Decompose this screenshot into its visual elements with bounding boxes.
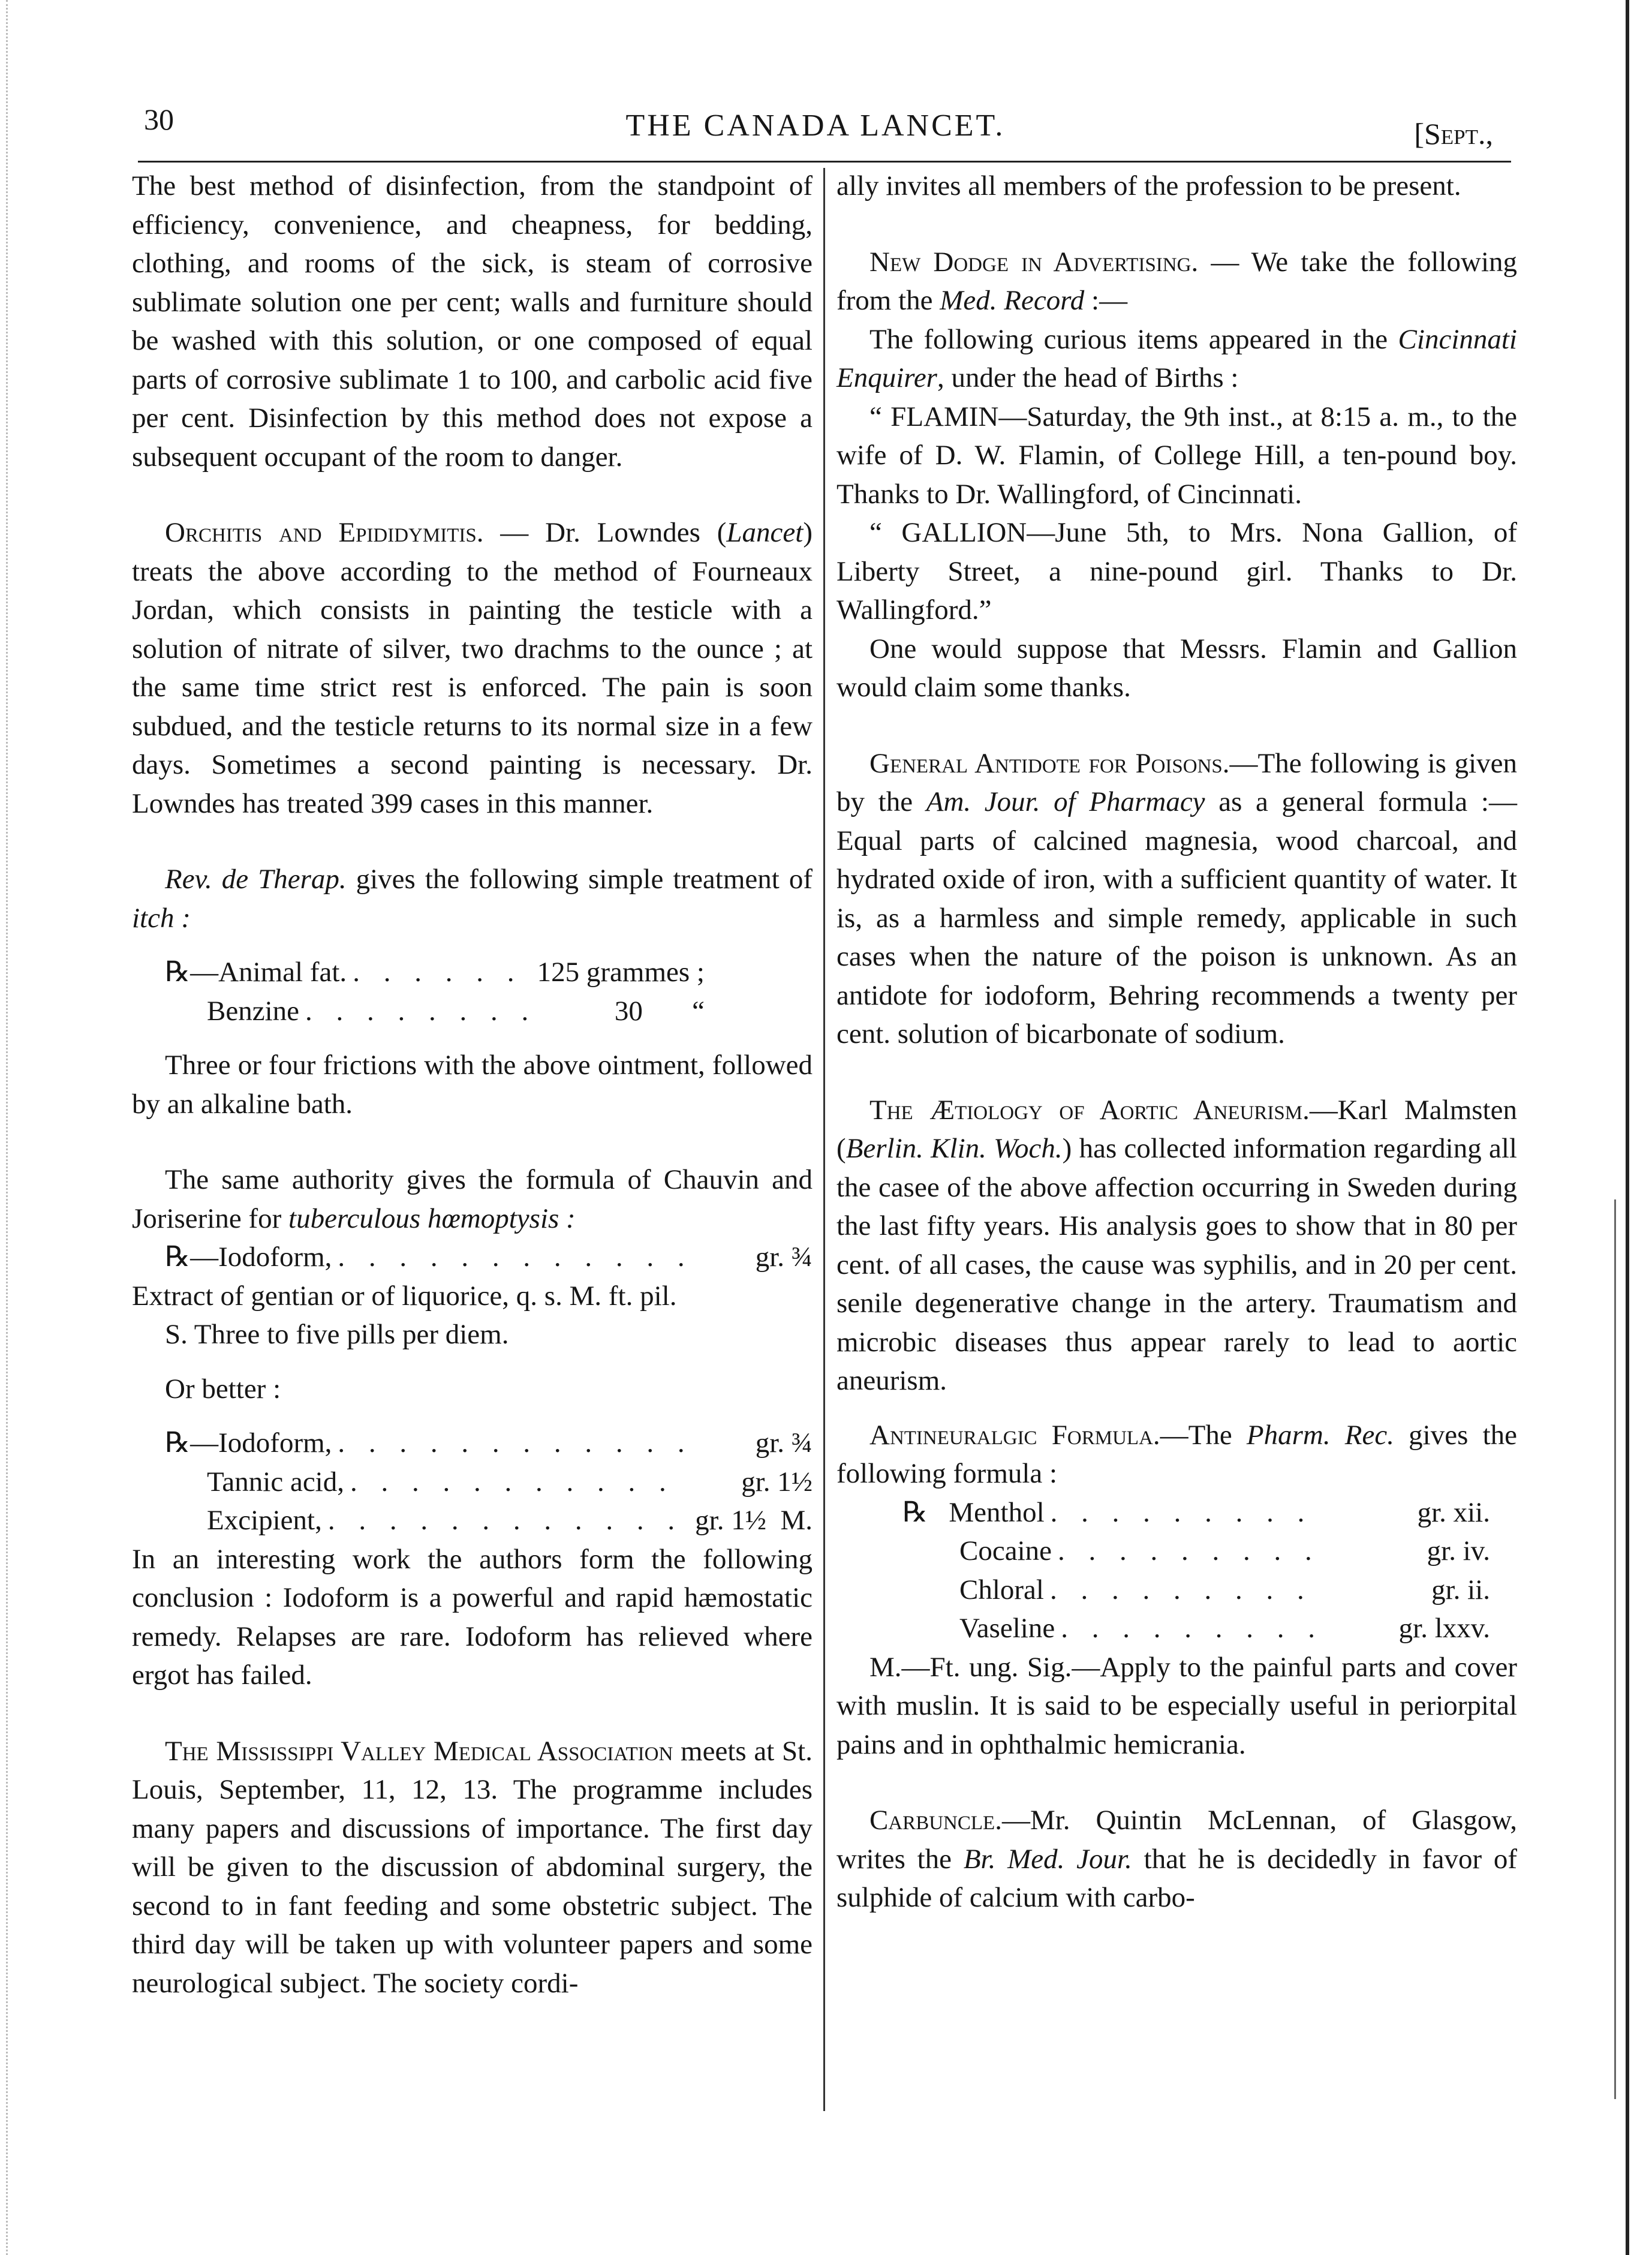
itch-word: itch : (132, 902, 191, 934)
rx-ingredient: Vaseline (959, 1613, 1055, 1644)
header-rule (138, 161, 1511, 163)
rx-leader: . . . . . . . . (305, 995, 537, 1027)
dodge-paragraph (836, 320, 1517, 398)
orchitis-heading: Orchitis and Epididymitis. (165, 517, 484, 548)
spacer (132, 1030, 813, 1046)
dodge-after: One would suppose that Messrs. Flamin and Gallion would claim some thanks. (836, 633, 1517, 703)
spacer (132, 1354, 813, 1370)
page-number: 30 (144, 103, 174, 136)
haemoptysis-conclusion: In an interesting work the authors form the following conclusion : Iodoform is a powerful and rapid hæmostatic remedy. Relapses are rare. Iodoform has relieved where ergot has failed. (132, 1543, 813, 1691)
mvma-continuation: ally invites all members of the profession to be present. (836, 170, 1461, 202)
dodge-p1-text: The following curious items appeared in the (869, 323, 1398, 355)
issue-date: [Sept., (1414, 117, 1493, 151)
antidote-article (836, 744, 1517, 1054)
carbuncle-body: that he is decidedly in favor of sulphide of calcium with carbo- (836, 1843, 1518, 1913)
running-header (138, 102, 1493, 156)
orchitis-article (132, 513, 813, 823)
antidote-source: Am. Jour. of Pharmacy (926, 786, 1205, 817)
dodge-article (836, 243, 1517, 320)
haemoptysis-rx2-line-3 (132, 1501, 813, 1540)
aetiology-article (836, 1091, 1517, 1400)
rx-ingredient: ℞—Iodoform, (165, 1241, 332, 1273)
scan-edge-right (1626, 0, 1629, 2255)
carbuncle-source: Br. Med. Jour. (963, 1843, 1132, 1875)
rx-amount: gr. ¾ (755, 1427, 813, 1459)
spacer (132, 1695, 813, 1732)
itch-rx-line-2 (132, 992, 705, 1031)
antineuralgic-after: M.—Ft. ung. Sig.—Apply to the painful parts and cover with muslin. It is said to be especially useful in periorpital pains and in ophthalmic hemicrania. (836, 1651, 1517, 1760)
antineuralgic-rx-line-2 (836, 1532, 1490, 1571)
antidote-intro: —The following is given by the (836, 747, 1517, 817)
spacer (836, 707, 1517, 744)
orchitis-body: ) treats the above according to the method of Fourneaux Jordan, which consists in painting the testicle with a solution of nitrate of silver, two drachms to the ounce ; at the same time strict rest is enforced. The pain is soon subdued, and the testicle returns to its normal size in a few days. Sometimes a second painting is necessary. Dr. Lowndes has treated 399 cases in this manner. (132, 517, 813, 819)
spacer (836, 1764, 1517, 1801)
rx-amount: gr. ¾ (755, 1241, 813, 1273)
rx-leader: . . . . . . . . . (1061, 1613, 1323, 1644)
scan-edge-right-inner (1614, 1199, 1616, 2099)
rx-amount: gr. ii. (1431, 1574, 1490, 1605)
mvma-body: meets at St. Louis, September, 11, 12, 13. The programme includes many papers and discussions of importance. The first day will be given to the discussion of abdominal surgery, the second to in fant feeding and some obstetric subject. The third day will be taken up with volunteer papers and some neurological subject. The society cordi- (132, 1735, 813, 1999)
spacer (132, 823, 813, 860)
journal-title: THE CANADA LANCET. (625, 109, 1006, 143)
dodge-p1-end: , under the head of Births : (937, 362, 1239, 393)
carbuncle-intro: —Mr. Quintin McLennan, of Glasgow, writes the (836, 1805, 1517, 1875)
dodge-quote-flamin: “ FLAMIN—Saturday, the 9th inst., at 8:15 a. m., to the wife of D. W. Flamin, of College Hill, a ten-pound boy. Thanks to Dr. Wallingford, of Cincinnati. (836, 401, 1517, 510)
haemoptysis-extract: Extract of gentian or of liquorice, q. s. M. ft. pil. (132, 1280, 677, 1312)
right-column (836, 167, 1517, 1917)
rx-amount: 30 “ (614, 995, 705, 1027)
aetiology-source: Berlin. Klin. Woch. (845, 1133, 1063, 1164)
spacer (836, 1054, 1517, 1091)
dodge-heading: New Dodge in Advertising. (869, 246, 1199, 278)
rx-amount: gr. lxxv. (1398, 1613, 1490, 1644)
antineuralgic-rx-line-4 (836, 1609, 1490, 1648)
itch-after: Three or four frictions with the above ointment, followed by an alkaline bath. (132, 1050, 813, 1120)
column-divider (823, 168, 825, 2111)
rx-ingredient: ℞ Menthol (902, 1496, 1045, 1528)
rx-amount: gr. iv. (1427, 1535, 1490, 1567)
aetiology-intro: —Karl Malmsten ( (836, 1094, 1517, 1164)
rx-ingredient: ℞—Animal fat. (165, 957, 347, 988)
rx-ingredient: Cocaine (959, 1535, 1052, 1567)
rx-ingredient: Excipient, (207, 1505, 322, 1536)
haemoptysis-intro (132, 1160, 813, 1238)
antidote-heading: General Antidote for Poisons. (869, 747, 1230, 779)
spacer (132, 937, 813, 953)
antineuralgic-heading: Antineuralgic Formula. (869, 1419, 1160, 1451)
dodge-intro: — We take the following from the (836, 246, 1518, 316)
rx-ingredient: Chloral (959, 1574, 1044, 1605)
dodge-source: Med. Record (940, 285, 1085, 316)
haemoptysis-rx-line (132, 1238, 813, 1277)
haemoptysis-dose: S. Three to five pills per diem. (165, 1319, 509, 1350)
rx-leader: . . . . . . . . . . . . (338, 1241, 693, 1273)
antineuralgic-article (836, 1416, 1517, 1493)
antineuralgic-intro: —The (1160, 1419, 1247, 1451)
carbuncle-heading: Carbuncle. (869, 1805, 1002, 1836)
haemoptysis-term: tuberculous hœmoptysis : (288, 1202, 576, 1234)
spacer (132, 1408, 813, 1424)
haemoptysis-rx2-line-2 (132, 1463, 813, 1502)
spacer (836, 1400, 1517, 1416)
itch-rx-line-1 (132, 953, 705, 992)
rx-amount: gr. 1½ (741, 1466, 813, 1498)
dodge-quote-gallion: “ GALLION—June 5th, to Mrs. Nona Gallion, of Liberty Street, a nine-pound girl. Thanks to Dr. Wallingford.” (836, 517, 1517, 626)
antineuralgic-source: Pharm. Rec. (1246, 1419, 1394, 1451)
rx-ingredient: ℞—Iodoform, (165, 1427, 332, 1459)
spacer (132, 1123, 813, 1160)
scan-edge-left (0, 0, 8, 2255)
itch-intro-text: gives the following simple treatment of (346, 864, 813, 895)
rx-leader: . . . . . . . . . . . . (327, 1505, 684, 1536)
dodge-colon: :— (1084, 285, 1128, 316)
itch-source: Rev. de Therap. (165, 864, 347, 895)
rx-amount: 125 grammes ; (537, 957, 705, 988)
mvma-heading: The Mississippi Valley Medical Association (165, 1735, 673, 1767)
itch-intro (132, 860, 813, 937)
aetiology-body: ) has collected information regarding all the casee of the above affection occurring in Sweden during the last fifty years. His analysis goes to show that in 80 per cent. of all cases, the cause was syphilis, and in 20 per cent. senile degenerative change in the artery. Traumatism and microbic diseases thus appear rarely to lead to aortic aneurism. (836, 1133, 1517, 1396)
carbuncle-article (836, 1801, 1517, 1917)
spacer (132, 476, 813, 513)
rx-leader: . . . . . . . . . . . . (338, 1427, 693, 1459)
left-column (132, 167, 813, 2003)
rx-ingredient: Benzine (207, 995, 299, 1027)
haemoptysis-intro-text: The same authority gives the formula of Chauvin and Joriserine for (132, 1164, 813, 1234)
orchitis-dash: — Dr. Lowndes ( (483, 517, 727, 548)
mvma-article (132, 1732, 813, 2003)
rx-leader: . . . . . . . . . (1058, 1535, 1320, 1567)
or-better: Or better : (165, 1373, 281, 1405)
antineuralgic-rx-line-1 (836, 1493, 1490, 1532)
antidote-body: as a general formula :—Equal parts of calcined magnesia, wood charcoal, and hydrated oxide of iron, with a sufficient quantity of water. It is, as a harmless and simple remedy, applicable in such cases when the nature of the poison is unknown. As an antidote for iodoform, Behring recommends a twenty per cent. solution of bicarbonate of sodium. (836, 786, 1517, 1050)
haemoptysis-rx2-line-1 (132, 1424, 813, 1463)
rx-leader: . . . . . . . . . (1049, 1574, 1313, 1605)
antineuralgic-body: gives the following formula : (836, 1419, 1517, 1489)
rx-leader: . . . . . . (353, 957, 523, 988)
dodge-p1-source: Cincinnati Enquirer (836, 323, 1517, 393)
rx-ingredient: Tannic acid, (207, 1466, 344, 1498)
disinfection-paragraph: The best method of disinfection, from the standpoint of efficiency, convenience, and cheapness, for bedding, clothing, and rooms of the sick, is steam of corrosive sublimate solution one per cent; walls and furniture should be washed with this solution, or one composed of equal parts of corrosive sublimate 1 to 100, and carbolic acid five per cent. Disinfection by this method does not expose a subsequent occupant of the room to danger. (132, 170, 813, 473)
orchitis-source: Lancet (726, 517, 804, 548)
rx-leader: . . . . . . . . . (1050, 1496, 1313, 1528)
rx-amount: gr. 1½ M. (695, 1505, 813, 1536)
aetiology-heading: The Ætiology of Aortic Aneurism. (869, 1094, 1310, 1126)
spacer (836, 206, 1517, 243)
rx-amount: gr. xii. (1417, 1496, 1490, 1528)
rx-leader: . . . . . . . . . . . (350, 1466, 675, 1498)
antineuralgic-rx-line-3 (836, 1571, 1490, 1610)
